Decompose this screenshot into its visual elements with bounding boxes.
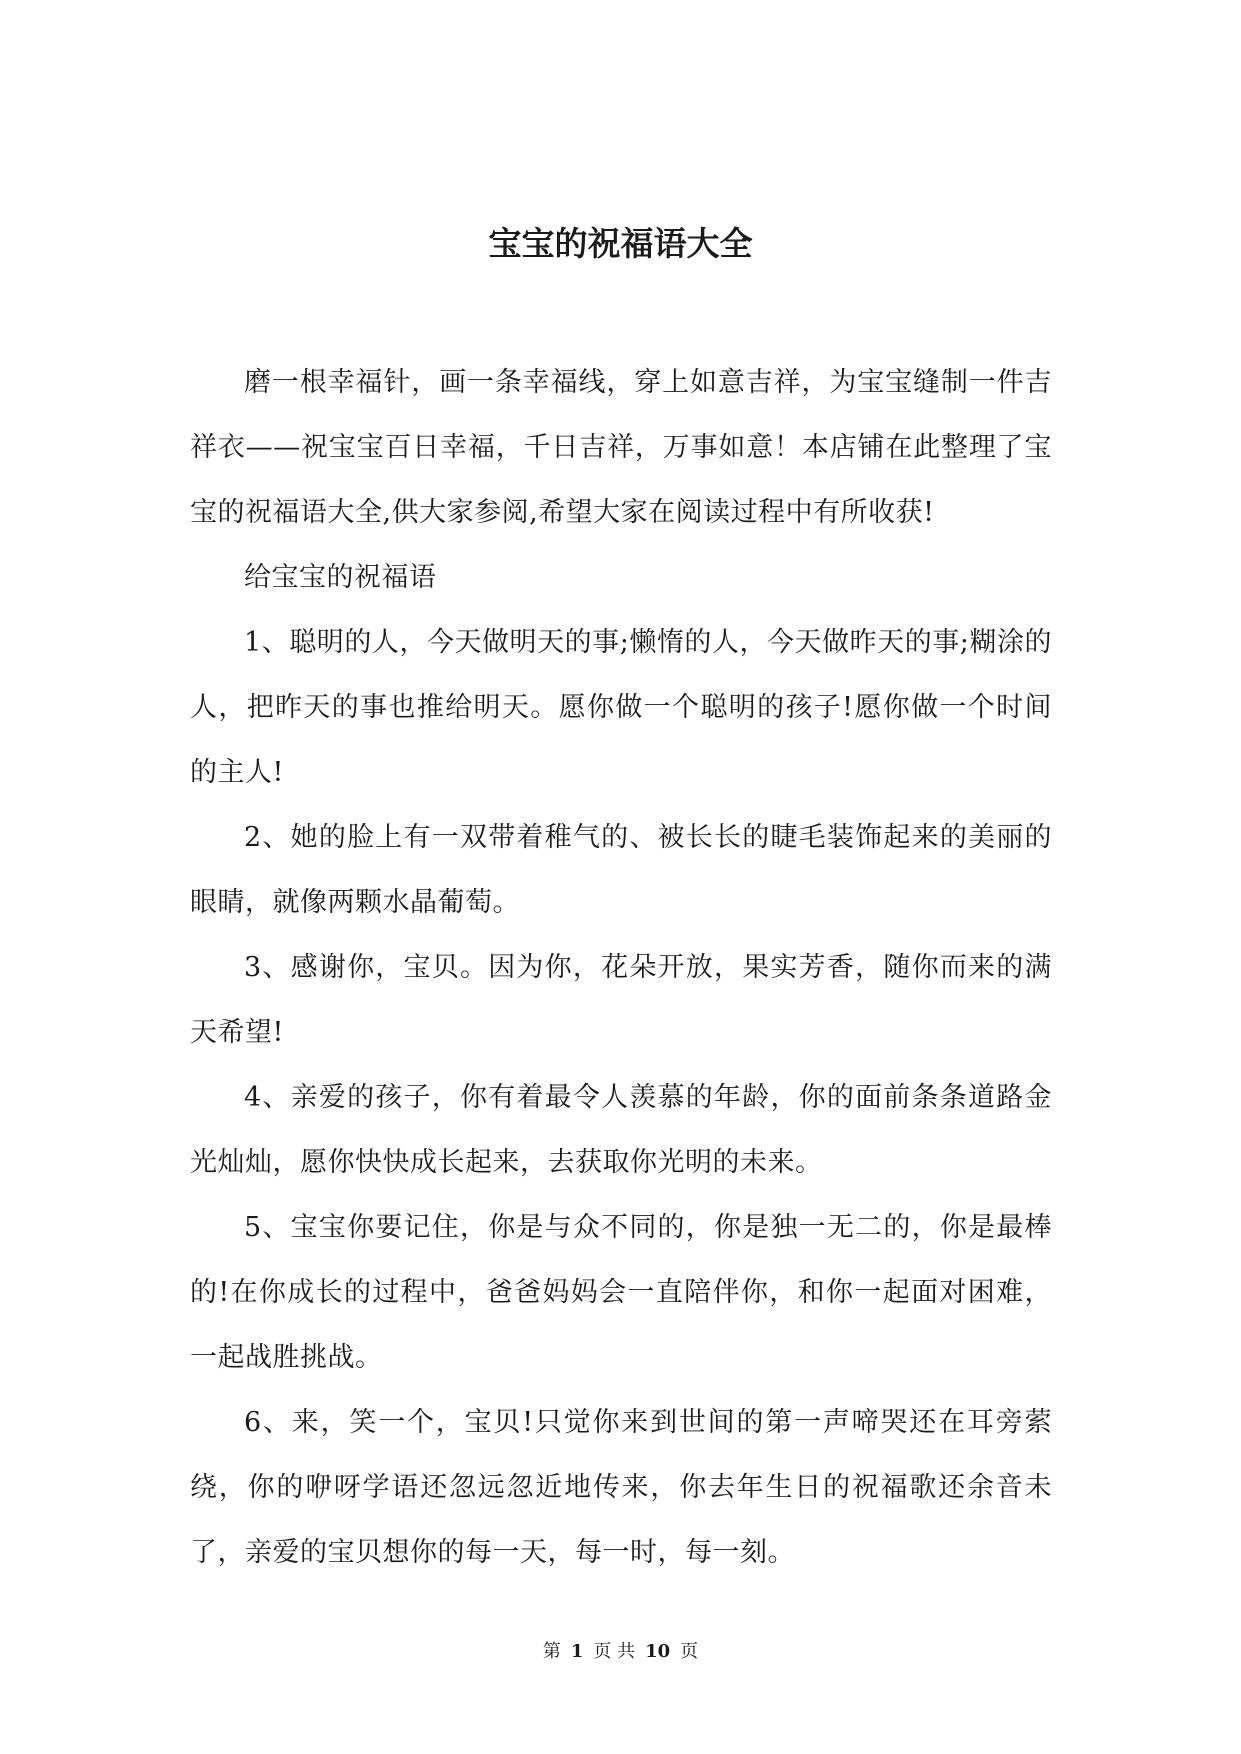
footer-page-number: 1	[570, 1641, 584, 1662]
blessing-item-3: 3、感谢你，宝贝。因为你，花朵开放，果实芳香，随你而来的满天希望!	[190, 952, 1052, 1048]
document-title: 宝宝的祝福语大全	[488, 224, 753, 263]
footer-suffix: 页	[680, 1641, 699, 1662]
footer-total-pages: 10	[645, 1641, 671, 1662]
blessing-item-6: 6、来，笑一个，宝贝!只觉你来到世间的第一声啼哭还在耳旁萦绕，你的咿呀学语还忽远忽近地传来，你去年生日的祝福歌还余音未了，亲爱的宝贝想你的每一天，每一时，每一刻。	[190, 1407, 1052, 1568]
footer-prefix: 第	[542, 1641, 561, 1662]
blessing-item-2: 2、她的脸上有一双带着稚气的、被长长的睫毛装饰起来的美丽的眼睛，就像两颗水晶葡萄。	[190, 822, 1052, 918]
document-body	[190, 350, 1052, 1585]
footer-middle: 页 共	[593, 1641, 636, 1662]
page-footer	[0, 1640, 1241, 1664]
blessing-item-1: 1、聪明的人，今天做明天的事;懒惰的人，今天做昨天的事;糊涂的人，把昨天的事也推给明天。愿你做一个聪明的孩子!愿你做一个时间的主人!	[190, 627, 1052, 788]
blessing-item-4: 4、亲爱的孩子，你有着最令人羡慕的年龄，你的面前条条道路金光灿灿，愿你快快成长起来，去获取你光明的未来。	[190, 1082, 1052, 1178]
blessing-item-5: 5、宝宝你要记住，你是与众不同的，你是独一无二的，你是最棒的!在你成长的过程中，爸爸妈妈会一直陪伴你，和你一起面对困难，一起战胜挑战。	[190, 1212, 1052, 1373]
section-heading: 给宝宝的祝福语	[244, 562, 437, 593]
intro-paragraph: 磨一根幸福针，画一条幸福线，穿上如意吉祥，为宝宝缝制一件吉祥衣——祝宝宝百日幸福，千日吉祥，万事如意！本店铺在此整理了宝宝的祝福语大全,供大家参阅,希望大家在阅读过程中有所收获!	[190, 367, 1052, 528]
